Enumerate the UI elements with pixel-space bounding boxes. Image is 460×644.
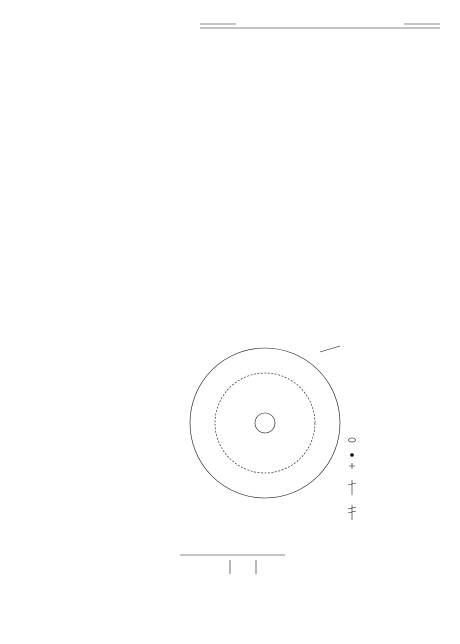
legend-row-sb (340, 462, 362, 469)
otdelka-chart (180, 555, 285, 574)
motiv-mid-ring (215, 373, 315, 473)
legend-row-ssn (340, 484, 362, 491)
legend-row-ss2n (340, 508, 362, 515)
legend-row-ss (340, 451, 362, 458)
motiv-center (255, 413, 275, 433)
trusiki-chart (200, 24, 440, 28)
motiv-outer-ring (190, 348, 340, 498)
finish-row-arrow (320, 346, 340, 352)
legend-row-vp (340, 436, 362, 443)
motiv-chart (190, 346, 340, 498)
